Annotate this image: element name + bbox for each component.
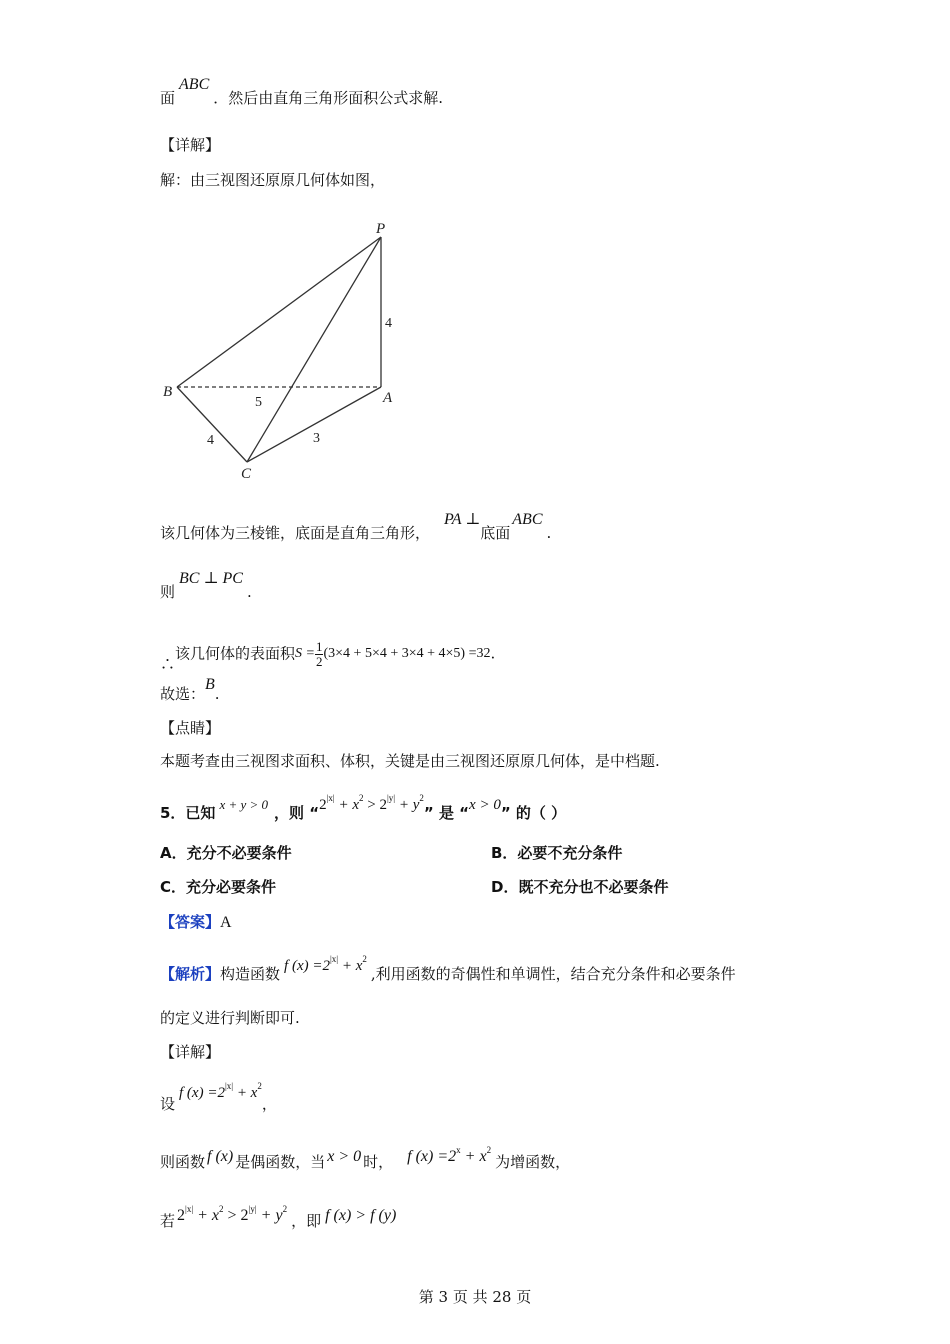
page-footer: 第 3 页 共 28 页 (418, 1288, 532, 1306)
description-line: 该几何体为三棱锥，底面是直角三角形，PA ⊥底面ABC. (160, 511, 552, 542)
surface-area-line: ∴该几何体的表面积S = $\frac{1}{2}$ (3×4 + 5×4 + 3×4 + 4×5) =32. (160, 639, 496, 673)
choose-line: 故选：B. (160, 676, 220, 703)
label-a: A (383, 390, 393, 406)
math-cond2: x > 0 (469, 797, 501, 813)
label-c: C (241, 466, 252, 482)
math-x-gt-0: x > 0 (327, 1148, 362, 1165)
edge-bc (177, 387, 247, 462)
math-if-ineq: $2^{|x|} + x^2 > 2^{|y|} + y^2$ (177, 1204, 288, 1224)
math-even-f: f $(x) =2^x + x^2$ (407, 1145, 492, 1165)
math-inequality: $2^{|x|} + x^2 > 2^{|y|} + y^2$ (319, 793, 424, 813)
fraction-half: $\frac{1}{2}$ (315, 639, 323, 669)
length-ba: 5 (255, 395, 262, 410)
answer-line (160, 912, 232, 933)
length-bc: 4 (207, 433, 214, 448)
answer-label: 【答案】 (160, 913, 221, 931)
option-c: C．充分必要条件 (160, 878, 277, 896)
detail-heading-2: 【详解】 (160, 1043, 221, 1061)
then-line: 则BC ⊥ PC. (160, 570, 252, 601)
length-pa: 4 (385, 316, 392, 331)
detail-heading: 【详解】 (160, 136, 221, 154)
analysis-line: 【解析】构造函数 f $(x) =2^{|x|} + x^2$,利用函数的奇偶性和单调性，结合充分条件和必要条件 (160, 954, 736, 983)
math-fx: f (x) (207, 1148, 234, 1165)
math-bc-perp-pc: BC ⊥ PC (179, 570, 243, 587)
edge-pc (247, 237, 381, 462)
math-set-f: f $(x) =2^{|x|} + x^2$ (179, 1081, 262, 1101)
math-abc-2: ABC (512, 511, 543, 528)
remark-text: 本题考查由三视图求面积、体积，关键是由三视图还原原几何体，是中档题. (160, 752, 660, 770)
math-fx-gt-fy: f (x) > f (y) (325, 1207, 397, 1224)
therefore-symbol: ∴ (160, 654, 176, 673)
math-surface-expr: (3×4 + 5×4 + 3×4 + 4×5) =32 (323, 645, 491, 661)
option-a: A．充分不必要条件 (160, 844, 292, 862)
if-line: 若 $2^{|x|} + x^2 > 2^{|y|} + y^2$，即 f (x) > f (y) (160, 1204, 397, 1230)
tetrahedron-diagram (155, 215, 415, 485)
analysis-line-2: 的定义进行判断即可. (160, 1009, 300, 1027)
option-b: B．必要不充分条件 (491, 844, 623, 862)
math-s: S = (295, 645, 315, 661)
edge-pb (177, 237, 381, 387)
option-d: D．既不充分也不必要条件 (491, 878, 669, 896)
text-line: 面ABC．然后由直角三角形面积公式求解. (160, 76, 444, 107)
set-line: 设f $(x) =2^{|x|} + x^2$， (160, 1081, 277, 1113)
answer-value: A (220, 914, 232, 931)
math-cond: x + y > 0 (219, 797, 269, 812)
remark-heading: 【点睛】 (160, 719, 221, 737)
math-b: B (205, 676, 215, 693)
solution-intro: 解：由三视图还原原几何体如图， (160, 171, 386, 189)
math-analysis-f: f $(x) =2^{|x|} + x^2$ (284, 954, 367, 974)
question-5: 5．已知 x + y > 0 ，则 “$2^{|x|} + x^2 > 2^{|y|} + y^2$” 是 “x > 0” 的（ ） (160, 793, 567, 822)
math-pa-perp: PA ⊥ (444, 511, 481, 528)
label-p: P (376, 221, 386, 237)
math-abc: ABC (179, 76, 210, 93)
length-ca: 3 (313, 431, 320, 446)
even-line: 则函数 f (x) 是偶函数，当 x > 0 时， f $(x) =2^x + x^2$为增函数， (160, 1145, 571, 1171)
analysis-label: 【解析】 (160, 965, 221, 983)
label-b: B (163, 384, 173, 400)
edge-ca (247, 387, 381, 462)
